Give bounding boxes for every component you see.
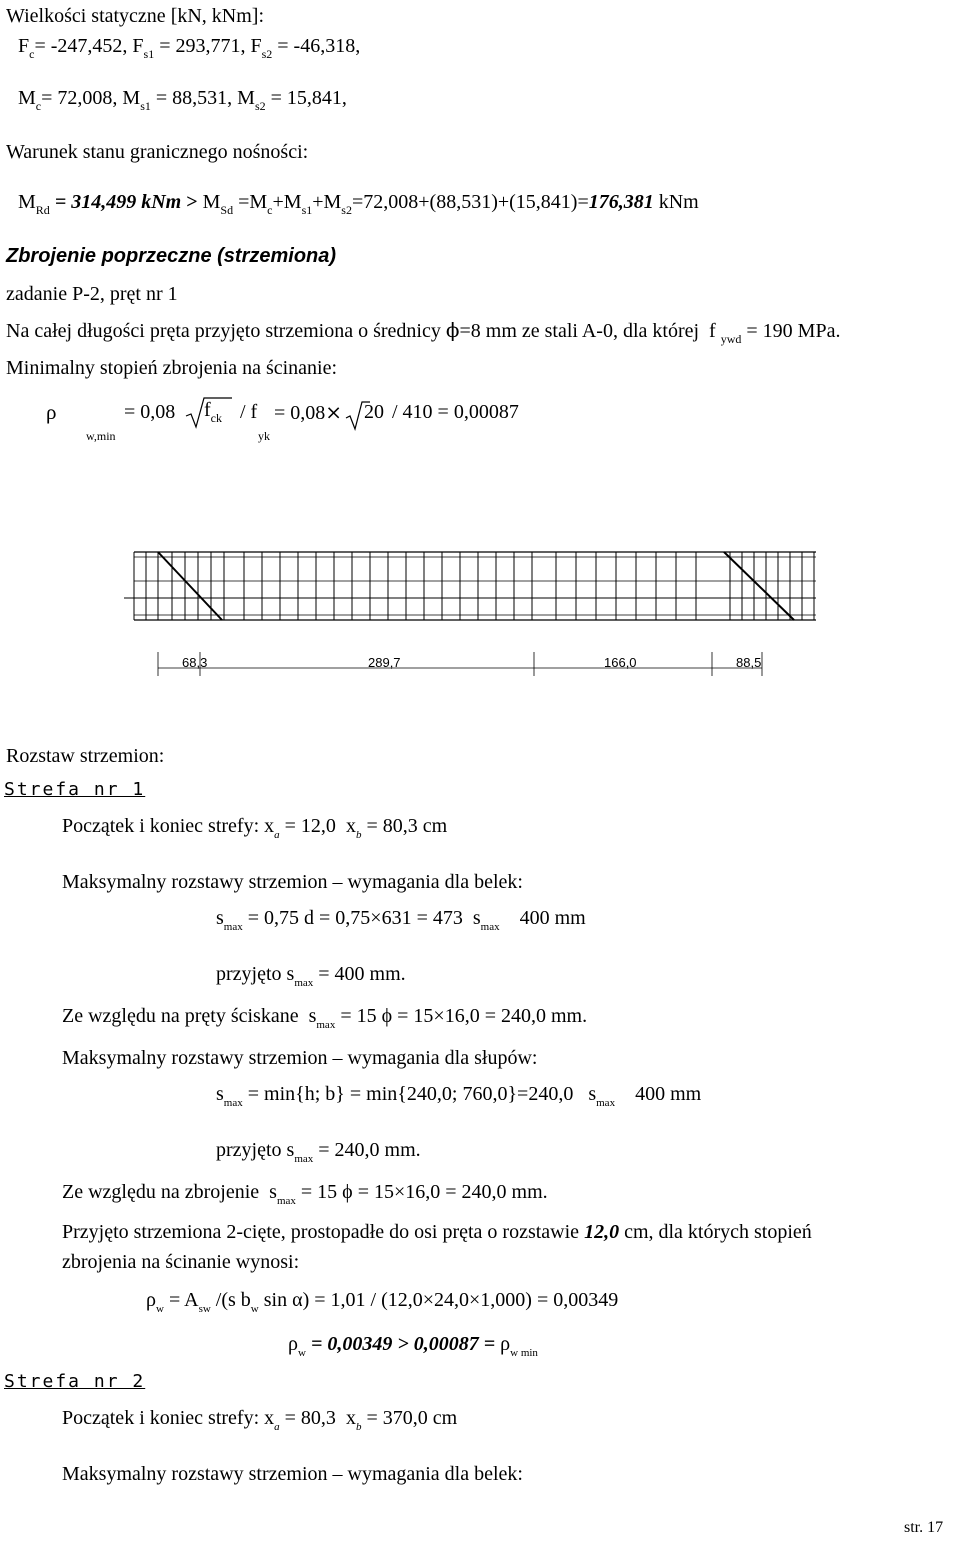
fck-label: $f_{ck}$: [204, 399, 222, 425]
sqrt-value: 20: [364, 401, 384, 423]
bent-bar-left: [158, 552, 222, 620]
fs2-value: = -46,318,: [277, 35, 361, 57]
fc-value: = -247,452,: [34, 35, 128, 57]
smax-col-limit: 400 mm: [635, 1083, 702, 1105]
zone1-beam-req: Maksymalny rozstawy strzemion – wymagania dla belek:: [62, 871, 523, 893]
forces-line: $F_c= -247,452$, $F_{s1} = 293,771$, $F_{s2} = -46,318$,: [18, 35, 361, 61]
zone2-xa: = 80,3: [284, 1407, 336, 1429]
rho-w-formula: $\rho_w = A_{sw}$ /(s $b_w$ sin α) = 1,01 / (12,0×24,0×1,000) = 0,00349: [146, 1289, 619, 1315]
dim-label-1: 68,3: [182, 655, 208, 670]
zone1-reinf: Ze względu na zbrojenie $s_{max} = 15$ ϕ = 15×16,0 = 240,0 mm.: [62, 1181, 548, 1207]
fywd-value: = 190 MPa.: [746, 320, 841, 342]
mrd-value: = 314,499 kNm: [54, 191, 182, 213]
rho-symbol: ρ: [46, 400, 57, 424]
reinf-value: = 15 ϕ = 15×16,0 = 240,0 mm.: [300, 1181, 548, 1203]
compress-value: = 15 ϕ = 15×16,0 = 240,0 mm.: [340, 1005, 588, 1027]
reinf-text: Ze względu na zbrojenie: [62, 1181, 260, 1203]
rho-expr2: sin α) = 1,01 / (12,0×24,0×1,000) = 0,00349: [263, 1289, 619, 1311]
smax-beam-value: = 0,75 d = 0,75×631 = 473: [247, 907, 463, 929]
zone1-accepted1: przyjęto $s_{max} = 400$ mm.: [216, 963, 406, 989]
gt-sign: >: [186, 191, 198, 213]
fyk-subscript: yk: [258, 429, 270, 443]
rho-expr: /(s b: [215, 1289, 251, 1311]
zone1-range-label: Początek i koniec strefy:: [62, 815, 260, 837]
zone2-range: Początek i koniec strefy: $x_a = 80,3$ $x_b = 370,0$ cm: [62, 1407, 458, 1433]
smax-col-value: = min{h; b} = min{240,0; 760,0}=240,0: [247, 1083, 574, 1105]
zone1-xb: = 80,3 cm: [366, 815, 448, 837]
adopted-text-b: cm, dla których stopień: [624, 1221, 812, 1243]
zone1-smax-col: $s_{max} = \min\{h$; b} = min{240,0; 760,0}=240,0 $s_{max}$ 400 mm: [216, 1083, 702, 1109]
bent-bar-right: [724, 552, 794, 620]
msd-expr: =72,008+(88,531)+(15,841)=: [351, 191, 589, 213]
rho-subscript: w,min: [86, 429, 116, 443]
mc-value: = 72,008,: [41, 87, 118, 109]
fyk-label: / f: [240, 401, 258, 423]
accepted1-value: = 400 mm.: [318, 963, 406, 985]
dim-label-2: 289,7: [368, 655, 401, 670]
smax-beam-limit: 400 mm: [519, 907, 586, 929]
ms1-value: = 88,531,: [155, 87, 233, 109]
rho-check: $\rho_w = 0,00349 > 0,00087 = \rho_{w min}$: [288, 1333, 538, 1359]
beam-outline: [124, 552, 816, 620]
min-ratio-title: Minimalny stopień zbrojenia na ścinanie:: [6, 357, 338, 379]
adopted-spacing: 12,0: [584, 1221, 620, 1243]
phi-value: =8 mm ze stali A-0, dla której: [459, 320, 700, 342]
limit-state-equation: $M_{Rd} = 314,499$ kNm > $M_{Sd} =M_c+M_{s1}+M_{s2}=72,008+(88,531)+(15,841)=176,381$ kNm: [18, 191, 699, 217]
static-forces-title: Wielkości statyczne [kN, kNm]:: [6, 5, 265, 27]
zone2-label: Strefa nr 2: [4, 1371, 146, 1392]
stirrups: [134, 552, 814, 620]
page-number: str. 17: [904, 1519, 944, 1536]
zone2-beam-req: Maksymalny rozstawy strzemion – wymagania dla belek:: [62, 1463, 523, 1485]
zone1-xa: = 12,0: [284, 815, 336, 837]
dim-label-4: 88,5: [736, 655, 762, 670]
zone2-range-label: Początek i koniec strefy:: [62, 1407, 260, 1429]
task-line: zadanie P-2, pręt nr 1: [6, 283, 178, 305]
rho-coef: = 0,08: [124, 401, 176, 423]
ms2-value: = 15,841,: [270, 87, 347, 109]
zone1-range: Początek i koniec strefy: $x_a = 12,0$ $x_b = 80,3$ cm: [62, 815, 448, 841]
moments-line: $M_c= 72,008$, $M_{s1} = 88,531$, $M_{s2} = 15,841$,: [18, 87, 347, 113]
zone1-adopted-c: zbrojenia na ścinanie wynosi:: [62, 1251, 300, 1273]
mid-value: = 0,08: [274, 402, 326, 424]
stirrup-description: Na całej długości pręta przyjęto strzemiona o średnicy ϕ=8 mm ze stali A-0, dla której f $_{ywd}$ = 190 MPa.: [6, 318, 841, 346]
adopted-text-a: Przyjęto strzemiona 2-cięte, prostopadłe do osi pręta o rozstawie: [62, 1221, 580, 1243]
zone1-column-req: Maksymalny rozstawy strzemion – wymagania dla słupów:: [62, 1047, 538, 1069]
dimension-line: [158, 652, 762, 676]
rho-check-value: = 0,00349 > 0,00087 =: [310, 1333, 496, 1355]
rho-mid: = 0,08×: [274, 400, 343, 424]
spacing-title: Rozstaw strzemion:: [6, 745, 165, 767]
fs1-value: = 293,771,: [159, 35, 246, 57]
stirrups-heading: Zbrojenie poprzeczne (strzemiona): [6, 245, 337, 267]
zone1-accepted2: przyjęto $s_{max} = 240,0$ mm.: [216, 1139, 421, 1165]
accepted2-value: = 240,0 mm.: [318, 1139, 421, 1161]
zone1-label: Strefa nr 1: [4, 779, 146, 800]
stirrup-diagram: [120, 540, 820, 690]
zone2-xb: = 370,0 cm: [366, 1407, 458, 1429]
rho-result: / 410 = 0,00087: [392, 401, 519, 423]
zone1-smax-beam: $s_{max} = 0,75$ d = 0,75×631 = 473 $s_{max}$ 400 mm: [216, 907, 586, 933]
limit-state-title: Warunek stanu granicznego nośności:: [6, 141, 309, 163]
description-text: Na całej długości pręta przyjęto strzemiona o średnicy: [6, 320, 441, 342]
zone1-compress: Ze względu na pręty ściskane $s_{max} = 15$ ϕ = 15×16,0 = 240,0 mm.: [62, 1005, 588, 1031]
compress-text: Ze względu na pręty ściskane: [62, 1005, 299, 1027]
msd-value: 176,381: [588, 191, 654, 213]
zone1-adopted: [62, 1220, 812, 1244]
msd-unit: kNm: [658, 191, 699, 213]
dim-label-3: 166,0: [604, 655, 637, 670]
